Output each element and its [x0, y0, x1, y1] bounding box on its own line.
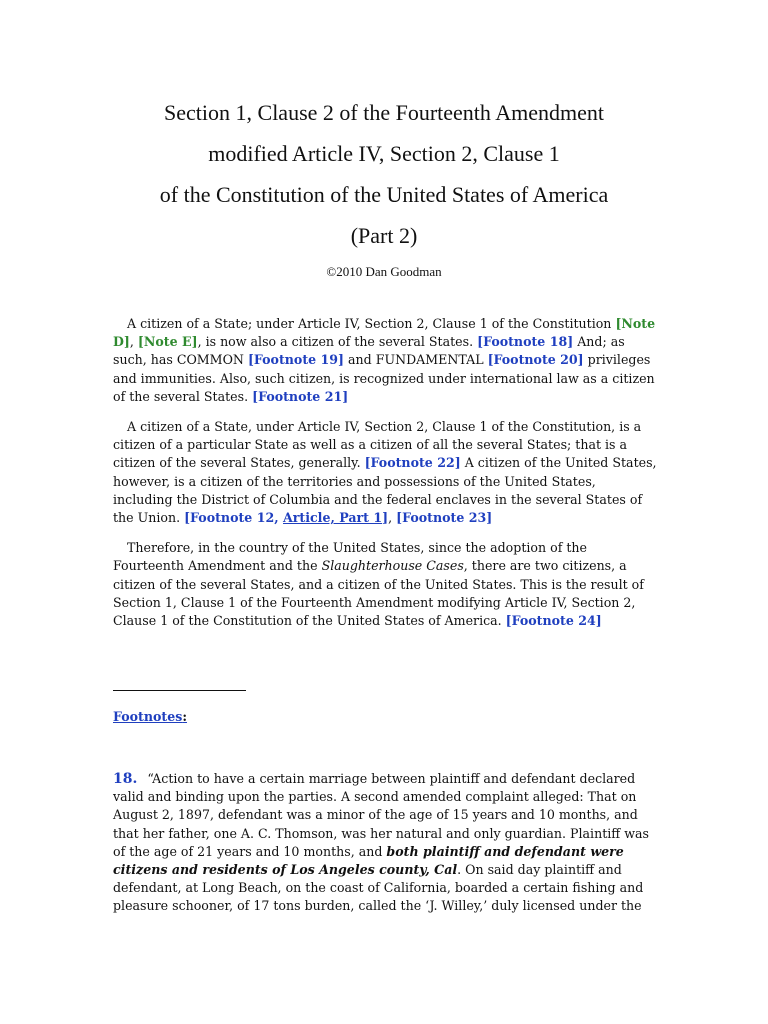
title-line-3: of the Constitution of the United States of America — [159, 182, 609, 207]
title-line-2: modified Article IV, Section 2, Clause 1 — [208, 141, 560, 166]
copyright: ©2010 Dan Goodman — [326, 264, 442, 279]
footnote-22-link[interactable]: [Footnote 22] — [364, 455, 461, 471]
footnote-20-link[interactable]: [Footnote 20] — [487, 352, 584, 368]
footnote-23-link[interactable]: [Footnote 23] — [396, 510, 493, 526]
text: , there are two citizens, a citizen of the several States, and a citizen of the United States. This is the result of Section 1, Clause 1 of the Fourteenth Amendment modifying Article IV, Section 2, Clause 1 of the Constitution of the United States of America. — [113, 558, 644, 629]
footnote-24-link[interactable]: [Footnote 24] — [505, 613, 602, 629]
footnote-18-number: 18. — [113, 771, 138, 787]
article-part-1-link[interactable]: Article, Part 1 — [283, 510, 383, 526]
footnote-21-link[interactable]: [Footnote 21] — [252, 388, 349, 404]
text: A citizen of a State; under Article IV, Section 2, Clause 1 of the Constitution — [127, 316, 616, 331]
paragraph-1 — [113, 315, 658, 406]
text: “Action to have a certain marriage between plaintiff and defendant declared valid and binding upon the parties. A second amended complaint alleged: That on August 2, 1897, defendant was a minor of the age of 15 years and 10 months, and that her father, one A. C. Thomson, was her natural and only guardian. Plaintiff was of the age of 21 years and 10 months, and — [113, 771, 649, 859]
paragraph-3 — [113, 539, 658, 630]
text: A citizen of a State, under Article IV, Section 2, Clause 1 of the Constitution, is a citizen of a particular State as well as a citizen of all the several States; that is a citizen of the several States, generally. — [113, 419, 642, 471]
footnote-19-link[interactable]: [Footnote 19] — [247, 352, 345, 368]
footnote-18-link[interactable]: [Footnote 18] — [477, 334, 574, 350]
text: privileges and immunities. Also, such citizen, is recognized under international law as a citizen of the several States. — [113, 352, 655, 404]
text: , is now also a citizen of the several States. — [197, 334, 478, 350]
footnotes-header-label[interactable]: Footnotes — [113, 709, 183, 724]
text: , — [388, 510, 397, 526]
body-text — [113, 315, 658, 642]
footnote-12-close: ] — [382, 510, 389, 526]
text: . On said day plaintiff and defendant, at Long Beach, on the coast of California, boarded a certain fishing and pleasure schooner, of 17 tons burden, called the ‘J. Willey,’ duly licensed under the — [113, 862, 644, 914]
emphasized-text: both plaintiff and defendant were citizens and residents of Los Angeles county, Cal — [113, 843, 624, 878]
note-d-link[interactable]: [Note D] — [113, 316, 656, 350]
footnote-divider — [113, 690, 246, 691]
title-line-4: (Part 2) — [350, 223, 418, 248]
text: And; as such, has COMMON — [113, 334, 625, 368]
text: A citizen of the United States, however, is a citizen of the territories and possessions of the United States, including the District of Columbia and the federal enclaves in the several States of the Union. — [113, 455, 657, 526]
note-e-link[interactable]: [Note E] — [137, 334, 198, 350]
case-name: Slaughterhouse Cases — [321, 558, 464, 574]
footnotes-header[interactable] — [113, 709, 187, 724]
footnote-12-ref: [Footnote 12, — [184, 510, 283, 526]
text: , — [129, 334, 138, 350]
title-line-1: Section 1, Clause 2 of the Fourteenth Amendment — [164, 100, 604, 125]
text: and FUNDAMENTAL — [344, 352, 488, 368]
text: Therefore, in the country of the United States, since the adoption of the Fourteenth Amendment and the — [113, 540, 587, 574]
footnotes-colon: : — [182, 709, 188, 724]
paragraph-2 — [113, 418, 658, 527]
footnote-18 — [113, 770, 658, 916]
title-block — [100, 92, 668, 280]
